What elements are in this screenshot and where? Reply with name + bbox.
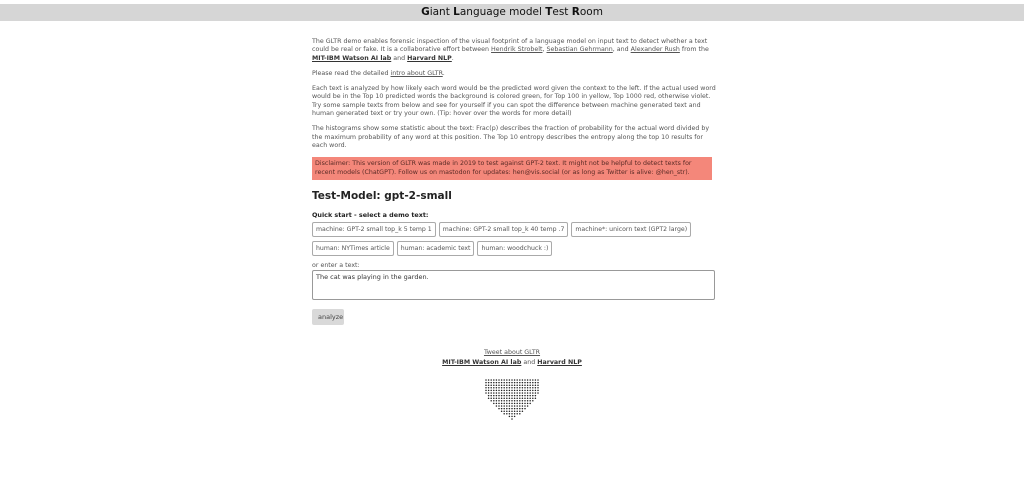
model-title: Test-Model: gpt-2-small xyxy=(312,189,452,202)
heart-logo-icon xyxy=(484,378,540,430)
demo-button-gpt2-topk5[interactable]: machine: GPT-2 small top_k 5 temp 1 xyxy=(312,222,436,237)
demo-button-woodchuck[interactable]: human: woodchuck :) xyxy=(477,241,552,256)
demo-button-gpt2-topk40[interactable]: machine: GPT-2 small top_k 40 temp .7 xyxy=(439,222,569,237)
demo-row-machine xyxy=(312,222,716,237)
footer-harvard-nlp-link[interactable]: Harvard NLP xyxy=(537,359,582,366)
harvard-nlp-link[interactable]: Harvard NLP xyxy=(407,54,452,62)
footer: Tweet about GLTR MIT-IBM Watson AI lab and Harvard NLP xyxy=(442,349,582,366)
text-input-label: or enter a text: xyxy=(312,261,360,269)
title-part: iant xyxy=(429,6,454,18)
author-link-rush[interactable]: Alexander Rush xyxy=(630,46,680,54)
intro-read-paragraph: Please read the detailed intro about GLTR. xyxy=(312,69,445,77)
footer-mit-ibm-link[interactable]: MIT-IBM Watson AI lab xyxy=(442,359,522,366)
histogram-description: The histograms show some statistic about the text: Frac(p) describes the fraction of probability for the actual word divided by the maximum probability of any word at this position. The Top 10 entropy describes the entropy along the top 10 results for each word. xyxy=(312,125,710,149)
tweet-link[interactable]: Tweet about GLTR xyxy=(483,349,541,356)
app-title-bar xyxy=(0,4,1024,21)
mit-ibm-link[interactable]: MIT-IBM Watson AI lab xyxy=(312,54,392,62)
title-part: R xyxy=(571,6,580,18)
title-part: est xyxy=(552,6,572,18)
title-part: T xyxy=(545,6,553,18)
analysis-description: Each text is analyzed by how likely each word would be the predicted word given the context to the left. If the actual used word would be in the Top 10 predicted words the background is colored green, for Top 100 in yellow, Top 1000 red, otherwise violet. Try some sample texts from below and see for yourself if you can spot the difference between machine generated text and human generated text or try your own. (Tip: hover over the words for more detail) xyxy=(312,85,716,118)
text-input[interactable] xyxy=(312,270,715,300)
author-link-gehrmann[interactable]: Sebastian Gehrmann xyxy=(546,46,613,54)
demo-row-human xyxy=(312,241,716,256)
quickstart-label: Quick start - select a demo text: xyxy=(312,210,429,219)
demo-button-nytimes[interactable]: human: NYTimes article xyxy=(312,241,394,256)
title-part: anguage model xyxy=(459,6,546,18)
demo-button-unicorn[interactable]: machine*: unicorn text (GPT2 large) xyxy=(571,222,691,237)
main-content xyxy=(312,38,716,325)
app-title xyxy=(421,6,603,18)
title-part: oom xyxy=(579,6,603,18)
title-part: G xyxy=(421,6,430,18)
author-link-strobelt[interactable]: Hendrik Strobelt xyxy=(491,46,543,54)
title-part: L xyxy=(453,6,460,18)
intro-paragraph: The GLTR demo enables forensic inspection of the visual footprint of a language model on input text to detect whether a text could be real or fake. It is a collaborative effort between Hendrik Strobelt, Sebastian Gehrmann, and Alexander Rush from the MIT-IBM Watson AI lab and Harvard NLP. xyxy=(312,38,709,62)
analyze-button[interactable]: analyze xyxy=(312,309,344,325)
intro-gltr-link[interactable]: intro about GLTR xyxy=(390,69,443,77)
demo-button-academic[interactable]: human: academic text xyxy=(397,241,475,256)
disclaimer-banner: Disclaimer: This version of GLTR was made in 2019 to test against GPT-2 text. It might not be helpful to detect texts for recent models (ChatGPT). Follow us on mastodon for updates: hen@vis.social (or as long as Twitter is alive: @hen_str). xyxy=(312,157,712,180)
